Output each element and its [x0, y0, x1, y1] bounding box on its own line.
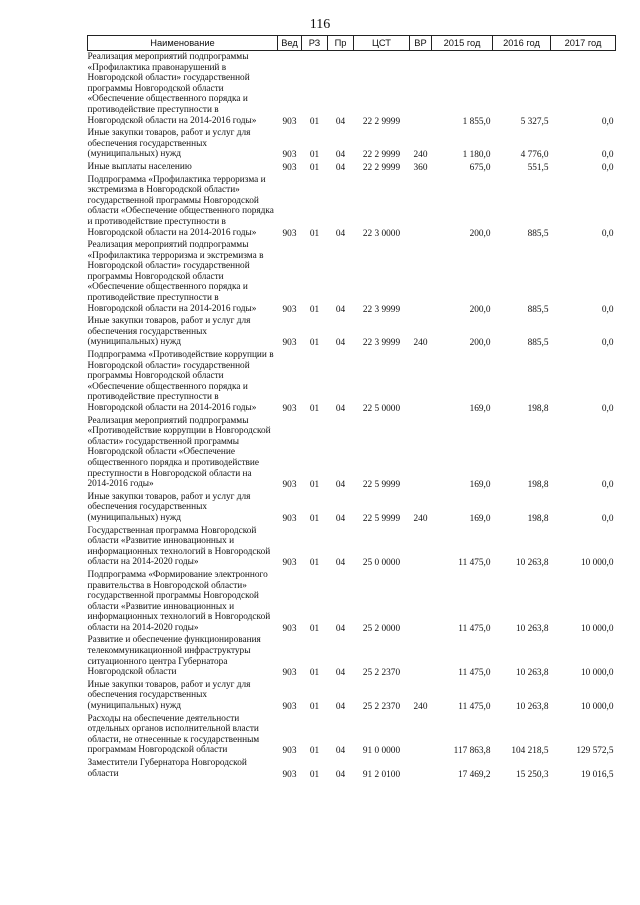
row-amount-2016: 5 327,5 [520, 116, 549, 127]
row-amount-2017: 0,0 [601, 404, 614, 414]
row-amount-2015: 169,0 [469, 480, 491, 491]
row-ved: 903 [282, 623, 297, 634]
row-amount-2015: 169,0 [469, 513, 491, 524]
row-pr: 04 [335, 228, 346, 239]
row-amount-2016: 885,5 [527, 228, 549, 239]
row-amount-2016: 104 218,5 [511, 746, 549, 757]
row-cst: 91 2 0100 [362, 769, 401, 780]
row-ved: 903 [282, 558, 297, 569]
row-rz: 01 [309, 623, 320, 634]
row-amount-2016: 15 250,3 [515, 769, 549, 780]
row-name: Иные выплаты населению [87, 161, 192, 172]
row-name: Иные закупки товаров, работ и услуг для обеспечения государственных (муниципальных) нужд [87, 679, 251, 712]
row-rz: 01 [309, 480, 320, 491]
row-amount-2016: 198,8 [527, 404, 549, 414]
header-2017: 2017 год [551, 36, 616, 51]
row-cst: 22 5 9999 [362, 480, 401, 491]
row-name: Иные закупки товаров, работ и услуг для обеспечения государственных (муниципальных) нужд [87, 128, 251, 160]
row-ved: 903 [282, 769, 297, 780]
header-rz: РЗ [302, 36, 328, 51]
row-name: Подпрограмма «Профилактика терроризма и экстремизма в Новгородской области» государственной программы Новгородской области «Обеспечение общественного порядка и противодействие преступности в Новгородской области на 2014-2016 годы» [87, 174, 274, 238]
row-rz: 01 [309, 162, 320, 173]
table-row [88, 679, 616, 713]
row-ved: 903 [282, 702, 297, 713]
row-pr: 04 [335, 558, 346, 569]
row-ved: 903 [282, 746, 297, 757]
row-cst: 22 5 9999 [362, 513, 401, 524]
row-cst: 25 2 2370 [362, 668, 401, 679]
row-amount-2016: 885,5 [527, 338, 549, 349]
row-vr [410, 349, 432, 415]
row-amount-2016: 885,5 [527, 304, 549, 315]
row-vr [410, 713, 432, 757]
row-amount-2015: 200,0 [469, 228, 491, 239]
row-amount-2016: 10 263,8 [515, 558, 549, 569]
row-vr [410, 239, 432, 315]
row-rz: 01 [309, 558, 320, 569]
table-header [88, 36, 616, 51]
row-rz: 01 [309, 304, 320, 315]
row-name: Реализация мероприятий подпрограммы «Профилактика терроризма и экстремизма в Новгородской области» государственной программы Новгородской области «Обеспечение общественного порядка и противодействие преступности в Новгородской области на 2014-2016 годы» [87, 240, 264, 314]
row-name: Иные закупки товаров, работ и услуг для обеспечения государственных (муниципальных) нужд [87, 491, 251, 523]
table-row [88, 174, 616, 240]
row-name: Заместители Губернатора Новгородской области [87, 758, 247, 779]
row-vr: 240 [413, 150, 428, 161]
row-name: Реализация мероприятий подпрограммы «Противодействие коррупции в Новгородской области» государственной программы Новгородской области «Обеспечение общественного порядка и противодействие преступности в Новгородской области на 2014-2016 годы» [87, 415, 271, 490]
row-amount-2017: 10 000,0 [580, 558, 614, 569]
table-row [88, 525, 616, 569]
table-row [88, 239, 616, 315]
row-cst: 22 2 9999 [362, 150, 401, 161]
row-pr: 04 [335, 404, 346, 414]
row-vr: 240 [413, 338, 428, 349]
row-amount-2017: 129 572,5 [576, 746, 614, 757]
row-ved: 903 [282, 228, 297, 239]
row-cst: 91 0 0000 [362, 746, 401, 757]
row-amount-2015: 1 180,0 [462, 150, 491, 161]
row-pr: 04 [335, 162, 346, 173]
row-amount-2017: 0,0 [601, 513, 614, 524]
header-vr: ВР [410, 36, 432, 51]
table-row [88, 127, 616, 161]
row-cst: 22 2 9999 [362, 162, 401, 173]
row-pr: 04 [335, 116, 346, 127]
row-cst: 25 0 0000 [362, 558, 401, 569]
row-ved: 903 [282, 338, 297, 349]
header-cst: ЦСТ [354, 36, 410, 51]
table-row [88, 51, 616, 128]
row-rz: 01 [309, 769, 320, 780]
row-pr: 04 [335, 746, 346, 757]
row-amount-2016: 4 776,0 [520, 150, 549, 161]
row-vr: 240 [413, 702, 428, 713]
row-rz: 01 [309, 702, 320, 713]
row-ved: 903 [282, 668, 297, 679]
row-cst: 25 2 0000 [362, 623, 401, 634]
row-amount-2016: 10 263,8 [515, 702, 549, 713]
row-amount-2016: 10 263,8 [515, 668, 549, 679]
row-amount-2015: 675,0 [469, 162, 491, 173]
table-body [88, 51, 616, 781]
row-pr: 04 [335, 623, 346, 634]
row-name: Иные закупки товаров, работ и услуг для обеспечения государственных (муниципальных) нужд [87, 316, 251, 348]
row-amount-2017: 0,0 [601, 162, 614, 173]
row-name: Подпрограмма «Формирование электронного правительства в Новгородской области» государственной программы Новгородской области «Развитие инновационных и информационных технологий в Новгородской области на 2014-2020 годы» [87, 569, 271, 633]
header-2015: 2015 год [432, 36, 493, 51]
row-rz: 01 [309, 746, 320, 757]
header-2016: 2016 год [493, 36, 551, 51]
row-amount-2017: 0,0 [601, 116, 614, 127]
row-amount-2015: 200,0 [469, 304, 491, 315]
row-amount-2015: 11 475,0 [458, 623, 491, 634]
row-vr [410, 415, 432, 491]
row-pr: 04 [335, 338, 346, 349]
row-amount-2015: 1 855,0 [462, 116, 491, 127]
row-amount-2017: 0,0 [601, 338, 614, 349]
row-ved: 903 [282, 116, 297, 127]
table-row [88, 415, 616, 491]
row-amount-2017: 10 000,0 [580, 623, 614, 634]
row-rz: 01 [309, 338, 320, 349]
row-pr: 04 [335, 480, 346, 491]
row-pr: 04 [335, 304, 346, 315]
row-vr [410, 51, 432, 128]
table-row [88, 634, 616, 678]
row-name: Подпрограмма «Противодействие коррупции в Новгородской области» государственной программы Новгородской области «Обеспечение общественного порядка и противодействие преступности в Новгородской области на 2014-2016 годы» [87, 350, 274, 413]
row-vr [410, 525, 432, 569]
row-vr [410, 634, 432, 678]
row-amount-2016: 10 263,8 [515, 623, 549, 634]
row-ved: 903 [282, 404, 297, 414]
row-name: Развитие и обеспечение функционирования телекоммуникационной инфраструктуры ситуационного центра Губернатора Новгородской области [87, 635, 261, 678]
row-amount-2017: 0,0 [601, 150, 614, 161]
budget-table [87, 35, 616, 780]
row-cst: 22 3 0000 [362, 228, 401, 239]
table-row [88, 713, 616, 757]
table-row [88, 569, 616, 635]
row-amount-2016: 198,8 [527, 480, 549, 491]
row-pr: 04 [335, 702, 346, 713]
row-name: Расходы на обеспечение деятельности отдельных органов исполнительной власти области, не отнесенные к государственным программам Новгородской области [87, 713, 260, 756]
row-amount-2017: 0,0 [601, 480, 614, 491]
row-cst: 22 2 9999 [362, 116, 401, 127]
header-name: Наименование [88, 36, 278, 51]
row-vr: 360 [413, 162, 428, 173]
row-amount-2017: 0,0 [601, 228, 614, 239]
table-row [88, 757, 616, 780]
header-pr: Пр [328, 36, 354, 51]
row-amount-2017: 19 016,5 [580, 769, 614, 780]
row-rz: 01 [309, 116, 320, 127]
row-vr [410, 757, 432, 780]
row-vr: 240 [413, 513, 428, 524]
row-amount-2016: 198,8 [527, 513, 549, 524]
row-ved: 903 [282, 150, 297, 161]
table-row [88, 491, 616, 525]
row-rz: 01 [309, 513, 320, 524]
row-pr: 04 [335, 513, 346, 524]
row-amount-2015: 11 475,0 [458, 668, 491, 679]
row-amount-2015: 169,0 [469, 404, 491, 414]
row-cst: 25 2 2370 [362, 702, 401, 713]
row-vr [410, 174, 432, 240]
row-vr [410, 569, 432, 635]
row-amount-2015: 11 475,0 [458, 702, 491, 713]
row-pr: 04 [335, 150, 346, 161]
row-name: Государственная программа Новгородской области «Развитие инновационных и информационных технологий в Новгородской области на 2014-2020 годы» [87, 525, 271, 568]
row-ved: 903 [282, 513, 297, 524]
table-row [88, 315, 616, 349]
row-ved: 903 [282, 480, 297, 491]
row-rz: 01 [309, 228, 320, 239]
row-pr: 04 [335, 769, 346, 780]
row-rz: 01 [309, 404, 320, 414]
row-amount-2017: 10 000,0 [580, 702, 614, 713]
header-ved: Вед [278, 36, 302, 51]
table-row [88, 349, 616, 415]
row-rz: 01 [309, 668, 320, 679]
row-amount-2017: 0,0 [601, 304, 614, 315]
row-amount-2016: 551,5 [527, 162, 549, 173]
row-amount-2015: 17 469,2 [457, 769, 491, 780]
page-number: 116 [309, 17, 331, 32]
row-ved: 903 [282, 162, 297, 173]
row-cst: 22 5 0000 [362, 404, 401, 414]
row-amount-2017: 10 000,0 [580, 668, 614, 679]
row-amount-2015: 11 475,0 [458, 558, 491, 569]
table-row [88, 161, 616, 174]
row-pr: 04 [335, 668, 346, 679]
row-amount-2015: 117 863,8 [453, 746, 491, 757]
row-ved: 903 [282, 304, 297, 315]
row-cst: 22 3 9999 [362, 338, 401, 349]
row-name: Реализация мероприятий подпрограммы «Профилактика правонарушений в Новгородской области» государственной программы Новгородской области «Обеспечение общественного порядка и противодействие преступности в Новгородской области на 2014-2016 годы» [87, 52, 257, 126]
row-cst: 22 3 9999 [362, 304, 401, 315]
row-amount-2015: 200,0 [469, 338, 491, 349]
row-rz: 01 [309, 150, 320, 161]
